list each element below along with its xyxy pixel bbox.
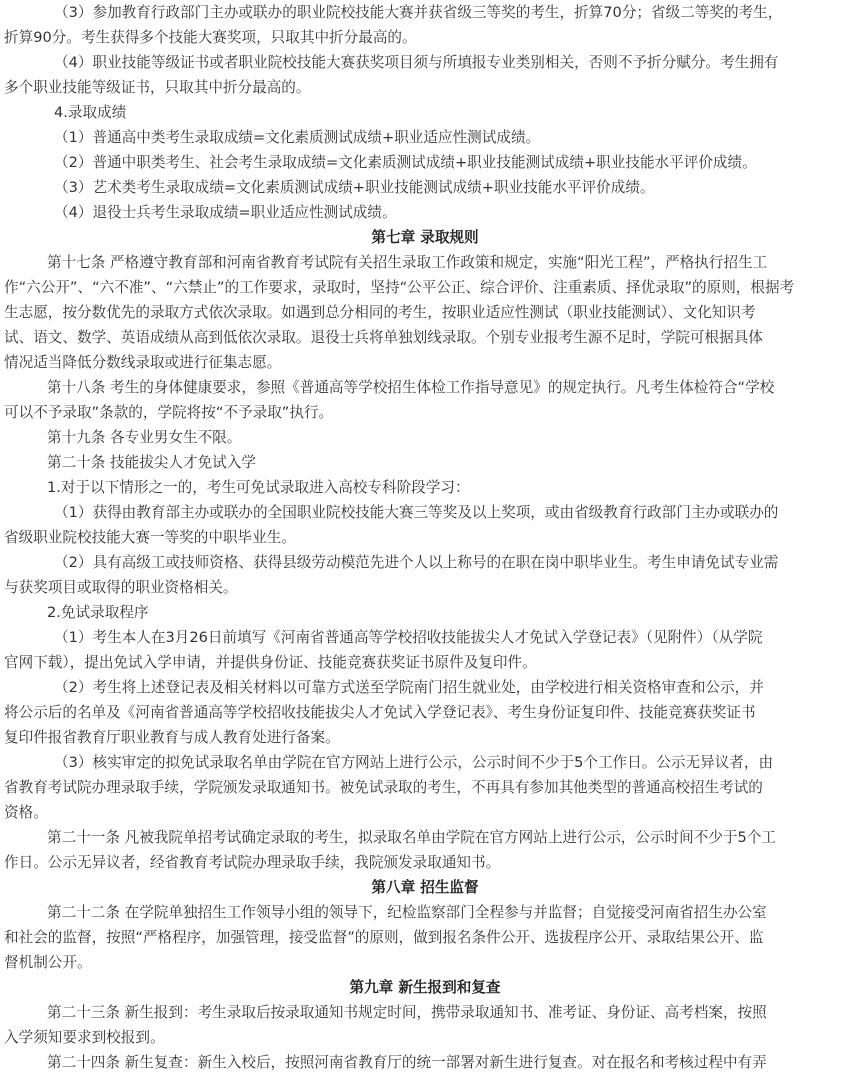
text-line: 省级职业院校技能大赛一等奖的中职毕业生。: [4, 529, 296, 546]
text-line: 入学须知要求到校报到。: [4, 1029, 165, 1046]
text-line: 和社会的监督，按照“严格程序，加强管理，接受监督”的原则，做到报名条件公开、选拔程序公开、录取结果公开、监: [4, 929, 764, 946]
text-line: 可以不予录取”条款的，学院将按“不予录取”执行。: [4, 404, 334, 421]
text-line: 省教育考试院办理录取手续，学院颁发录取通知书。被免试录取的考生，不再具有参加其他类型的普通高校招生考试的: [4, 779, 763, 796]
text-line: （4）退役士兵考生录取成绩=职业适应性测试成绩。: [54, 204, 397, 221]
text-line: 第二十条 技能拔尖人才免试入学: [47, 454, 256, 471]
chapter-heading: 第八章 招生监督: [371, 879, 479, 896]
text-line: （2）具有高级工或技师资格、获得县级劳动模范先进个人以上称号的在职在岗中职毕业生。考生申请免试专业需: [54, 554, 779, 571]
text-line: （3）参加教育行政部门主办或联办的职业院校技能大赛并获省级三等奖的考生，折算70分；省级二等奖的考生，: [54, 4, 783, 21]
text-line: 官网下载），提出免试入学申请，并提供身份证、技能竞赛获奖证书原件及复印件。: [4, 654, 537, 671]
text-line: 资格。: [4, 804, 48, 821]
text-line: 1.对于以下情形之一的，考生可免试录取进入高校专科阶段学习：: [47, 479, 470, 496]
text-line: 第十七条 严格遵守教育部和河南省教育考试院有关招生录取工作政策和规定，实施“阳光工程”，严格执行招生工: [47, 254, 768, 271]
text-line: 第二十四条 新生复查：新生入校后，按照河南省教育厅的统一部署对新生进行复查。对在报名和考核过程中有弄: [47, 1054, 767, 1071]
text-line: （1）普通高中类考生录取成绩=文化素质测试成绩+职业适应性测试成绩。: [54, 129, 541, 146]
text-line: 2.免试录取程序: [47, 604, 149, 621]
text-line: 督机制公开。: [4, 954, 92, 971]
document-body: [4, 0, 846, 1075]
text-line: 4.录取成绩: [54, 104, 127, 121]
text-line: 第二十三条 新生报到：考生录取后按录取通知书规定时间，携带录取通知书、准考证、身份证、高考档案，按照: [47, 1004, 767, 1021]
text-line: （3）艺术类考生录取成绩=文化素质测试成绩+职业技能测试成绩+职业技能水平评价成绩。: [54, 179, 655, 196]
chapter-heading: 第七章 录取规则: [371, 229, 479, 246]
text-line: （3）核实审定的拟免试录取名单由学院在官方网站上进行公示，公示时间不少于5个工作日。公示无异议者，由: [54, 754, 774, 771]
text-line: （1）考生本人在3月26日前填写《河南省普通高等学校招收技能拔尖人才免试入学登记表》（见附件）（从学院: [54, 629, 763, 646]
text-line: 复印件报省教育厅职业教育与成人教育处进行备案。: [4, 729, 340, 746]
text-line: 第二十一条 凡被我院单招考试确定录取的考生，拟录取名单由学院在官方网站上进行公示，公示时间不少于5个工: [47, 829, 777, 846]
text-line: 第二十二条 在学院单独招生工作领导小组的领导下，纪检监察部门全程参与并监督；自觉接受河南省招生办公室: [47, 904, 767, 921]
text-line: 多个职业技能等级证书，只取其中折分最高的。: [4, 79, 311, 96]
text-line: 作“六公开”、“六不准”、“六禁止”的工作要求，录取时，坚持“公平公正、综合评价、注重素质、择优录取”的原则，根据考: [4, 279, 795, 296]
text-line: 与获奖项目或取得的职业资格相关。: [4, 579, 238, 596]
text-line: （2）考生将上述登记表及相关材料以可靠方式送至学院南门招生就业处，由学校进行相关资格审查和公示，并: [54, 679, 764, 696]
text-line: 作日。公示无异议者，经省教育考试院办理录取手续，我院颁发录取通知书。: [4, 854, 501, 871]
text-line: 情况适当降低分数线录取或进行征集志愿。: [4, 354, 282, 371]
text-line: （4）职业技能等级证书或者职业院校技能大赛获奖项目须与所填报专业类别相关，否则不予折分赋分。考生拥有: [54, 54, 779, 71]
text-line: （1）获得由教育部主办或联办的全国职业院校技能大赛三等奖及以上奖项，或由省级教育行政部门主办或联办的: [54, 504, 779, 521]
text-line: 试、语文、数学、英语成绩从高到低依次录取。退役士兵将单独划线录取。个别专业报考生源不足时，学院可根据具体: [4, 329, 763, 346]
text-line: 第十八条 考生的身体健康要求，参照《普通高等学校招生体检工作指导意见》的规定执行。凡考生体检符合“学校: [47, 379, 775, 396]
text-line: （2）普通中职类考生、社会考生录取成绩=文化素质测试成绩+职业技能测试成绩+职业技能水平评价成绩。: [54, 154, 757, 171]
text-line: 折算90分。考生获得多个技能大赛奖项，只取其中折分最高的。: [4, 29, 417, 46]
text-line: 将公示后的名单及《河南省普通高等学校招收技能拔尖人才免试入学登记表》、考生身份证复印件、技能竞赛获奖证书: [4, 704, 756, 721]
text-line: 第十九条 各专业男女生不限。: [47, 429, 242, 446]
chapter-heading: 第九章 新生报到和复查: [349, 979, 501, 996]
text-line: 生志愿，按分数优先的录取方式依次录取。如遇到总分相同的考生，按职业适应性测试（职业技能测试）、文化知识考: [4, 304, 756, 321]
